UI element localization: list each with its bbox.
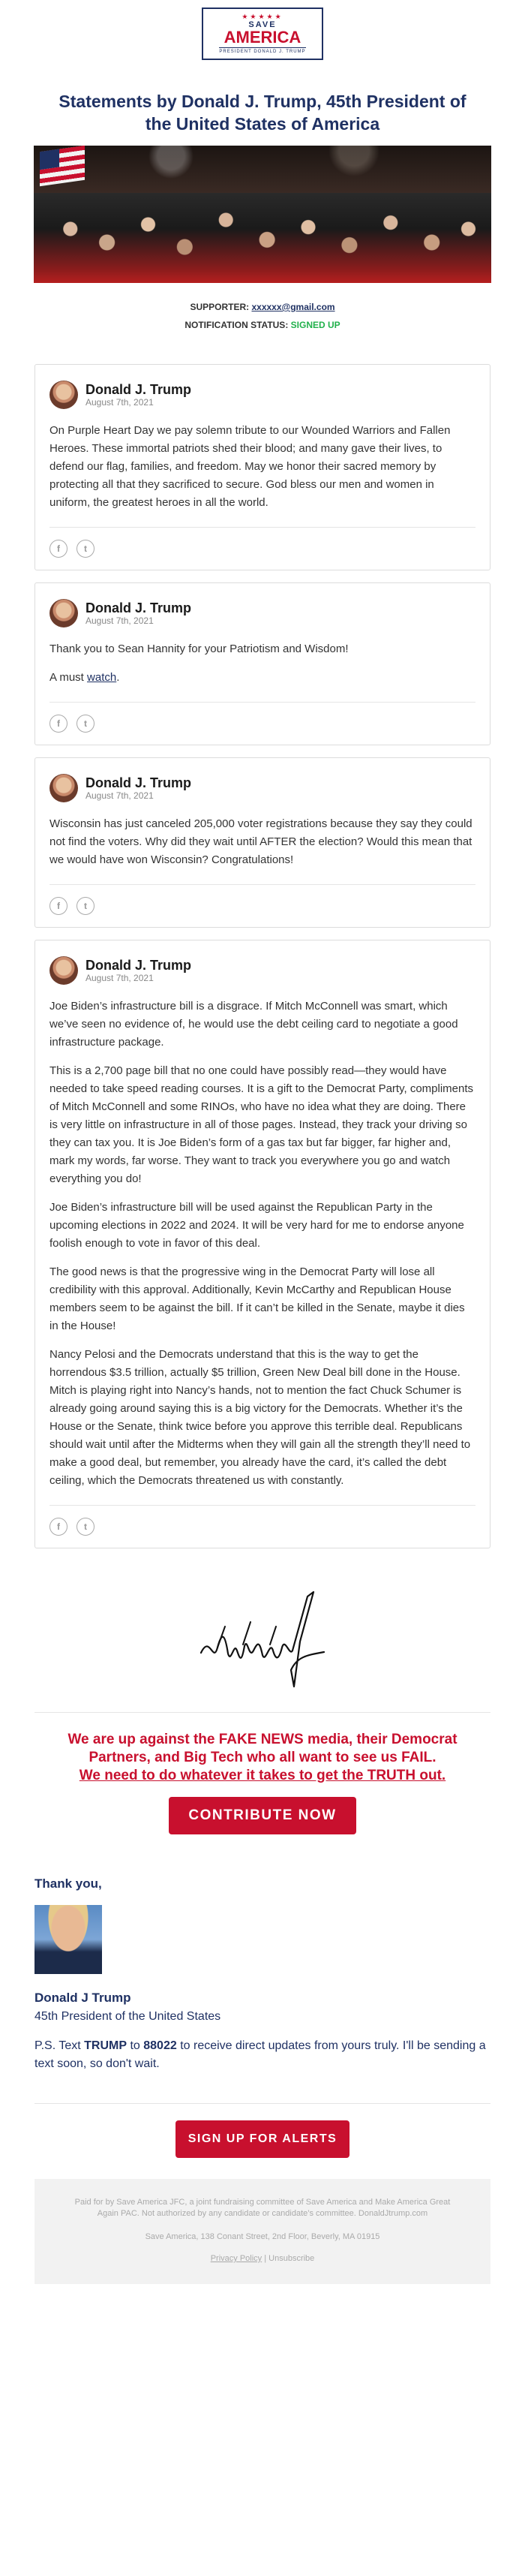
footer-address: Save America, 138 Conant Street, 2nd Floor, Beverly, MA 01915 [145,2232,380,2241]
post-header [50,772,476,805]
page-title: Statements by Donald J. Trump, 45th President of the United States of America [58,92,466,134]
ps-message [34,2037,490,2073]
post-date: August 7th, 2021 [86,973,154,983]
footer-separator: | [262,2254,269,2263]
facebook-icon[interactable]: f [50,715,68,733]
avatar [50,956,78,985]
post-author: Donald J. Trump [86,958,192,973]
signature-graphic [195,1581,330,1694]
post-date: August 7th, 2021 [86,397,154,408]
ps-mid: to [127,2039,144,2052]
crowd-graphic [34,193,491,283]
supporter-line [0,298,525,316]
post-text-watch [50,669,476,687]
hero-lights [34,146,491,198]
closing-section [34,1876,490,2073]
logo-subtitle: PRESIDENT DONALD J. TRUMP [219,47,305,55]
paid-for-disclaimer: Paid for by Save America JFC, a joint fundraising committee of Save America and Make America Great Again PAC. Not authorized by any candidate or candidate’s committee. DonaldJtrump.com [74,2198,451,2218]
unsubscribe-link[interactable]: Unsubscribe [268,2254,315,2263]
privacy-policy-link[interactable]: Privacy Policy [210,2254,262,2263]
footer-links [64,2253,460,2265]
twitter-icon[interactable]: t [76,897,94,915]
watch-link[interactable]: watch [87,671,117,684]
flag-graphic [40,146,85,186]
post-share-bar [50,1505,476,1536]
post-date: August 7th, 2021 [86,790,154,801]
post-header [50,597,476,630]
hero-image [34,146,491,283]
footer [34,2179,490,2284]
notification-line [0,316,525,334]
appeal-line-1: We are up against the FAKE NEWS media, their Democrat Partners, and Big Tech who all want to see us FAIL. [68,1732,458,1765]
twitter-icon[interactable]: t [76,540,94,558]
appeal-message [0,1713,525,1785]
logo-stars: ★★★★★ [242,13,284,20]
thanks-greeting: Thank you, [34,1876,102,1891]
post-share-bar [50,527,476,558]
post-author: Donald J. Trump [86,775,192,790]
supporter-label: SUPPORTER: [190,302,250,312]
ps-prefix: P.S. Text [34,2039,85,2052]
facebook-icon[interactable]: f [50,540,68,558]
signature-image [0,1581,525,1694]
post-header [50,378,476,411]
notification-status-value: SIGNED UP [290,320,340,330]
post-author: Donald J. Trump [86,600,192,615]
post-text: Joe Biden’s infrastructure bill is a disgrace. If Mitch McConnell was smart, which we’ve seen no evidence of, he would use the debt ceiling card to negotiate a good infrastructure package. [50,1000,458,1049]
post-text: On Purple Heart Day we pay solemn tribute to our Wounded Warriors and Fallen Heroes. These immortal patriots shed their blood; and many gave their lives, to defend our flag, families, and freedom. May we honor their sacred memory by protecting all that they sacrificed to secure. God bless our men and women in uniform, the greatest heroes in all the world. [50,424,451,509]
notification-label: NOTIFICATION STATUS: [184,320,289,330]
twitter-icon[interactable]: t [76,715,94,733]
appeal-line-2[interactable]: We need to do whatever it takes to get the TRUTH out. [79,1768,446,1783]
supporter-email-link[interactable]: xxxxxx@gmail.com [251,302,335,312]
save-america-logo[interactable] [202,8,323,60]
ps-keyword: TRUMP [84,2039,128,2052]
trump-portrait [34,1905,102,1974]
divider [34,2103,490,2104]
avatar [50,381,78,409]
post-date: August 7th, 2021 [86,615,154,626]
twitter-icon[interactable]: t [76,1518,94,1536]
sign-up-alerts-button[interactable]: SIGN UP FOR ALERTS [176,2120,350,2158]
header [0,0,525,72]
logo-america-text: AMERICA [224,28,302,47]
post-author: Donald J. Trump [86,382,192,397]
logo-save-text: SAVE [248,20,277,29]
signer-title: 45th President of the United States [34,2010,221,2023]
post-text: Thank you to Sean Hannity for your Patriotism and Wisdom! [50,642,349,655]
watch-prefix: A must [50,671,88,684]
statement-card [34,940,490,1548]
post-text: This is a 2,700 page bill that no one could have possibly read—they would have needed to take speed reading courses. It is a gift to the Democrat Party, compliments of Mitch McConnell and some RINOs, who have no idea what they are doing. There is very little on infrastructure in all of those pages. Instead, they track your driving so they can tax you. It is Joe Biden’s form of a gas tax but far bigger, far higher and, mark my words, far worse. They want to track you everywhere you go and watch everything you do! [50,1064,474,1185]
avatar [50,599,78,627]
post-header [50,954,476,987]
post-text: The good news is that the progressive wing in the Democrat Party will lose all credibility with this approval. Additionally, Kevin McCarthy and Republican House members seem to be against the bill. If it can’t be killed in the Senate, maybe it dies in the House! [50,1265,465,1332]
ps-suffix: to receive direct updates from yours truly. I'll be sending a text soon, so don't wait. [34,2039,486,2070]
facebook-icon[interactable]: f [50,897,68,915]
statement-card [34,364,490,570]
facebook-icon[interactable]: f [50,1518,68,1536]
post-text: Joe Biden’s infrastructure bill will be used against the Republican Party in the upcoming elections in 2022 and 2024. It will be very hard for me to endorse anyone foolish enough to vote in favor of this deal. [50,1201,464,1250]
post-text: Wisconsin has just canceled 205,000 voter registrations because they say they could not find the voters. Why did they wait until AFTER the election? Would this mean that we would have won Wisconsin? Congratulations! [50,817,472,866]
watch-suffix: . [116,671,120,684]
contribute-now-button[interactable]: CONTRIBUTE NOW [169,1797,356,1834]
post-text: Nancy Pelosi and the Democrats understand that this is the way to get the horrendous $3.5 trillion, actually $5 trillion, Green New Deal bill done in the House. Mitch is playing right into Nancy’s hands, not to mention the fact Chuck Schumer is already going around saying this is a big victory for the Democrats. Whether it’s the House or the Senate, think twice before you approve this terrible deal. Republicans should wait until after the Midterms when they will gain all the strength they’ll need to make a good deal, but remember, you already have the card, it’s called the debt ceiling, which the Democrats threatened us with constantly. [50,1348,471,1487]
post-share-bar [50,884,476,915]
statement-card [34,582,490,745]
supporter-status [0,283,525,334]
avatar [50,774,78,802]
ps-number: 88022 [143,2039,177,2052]
signer-name: Donald J Trump [34,1991,131,2005]
statement-card [34,757,490,928]
post-share-bar [50,702,476,733]
